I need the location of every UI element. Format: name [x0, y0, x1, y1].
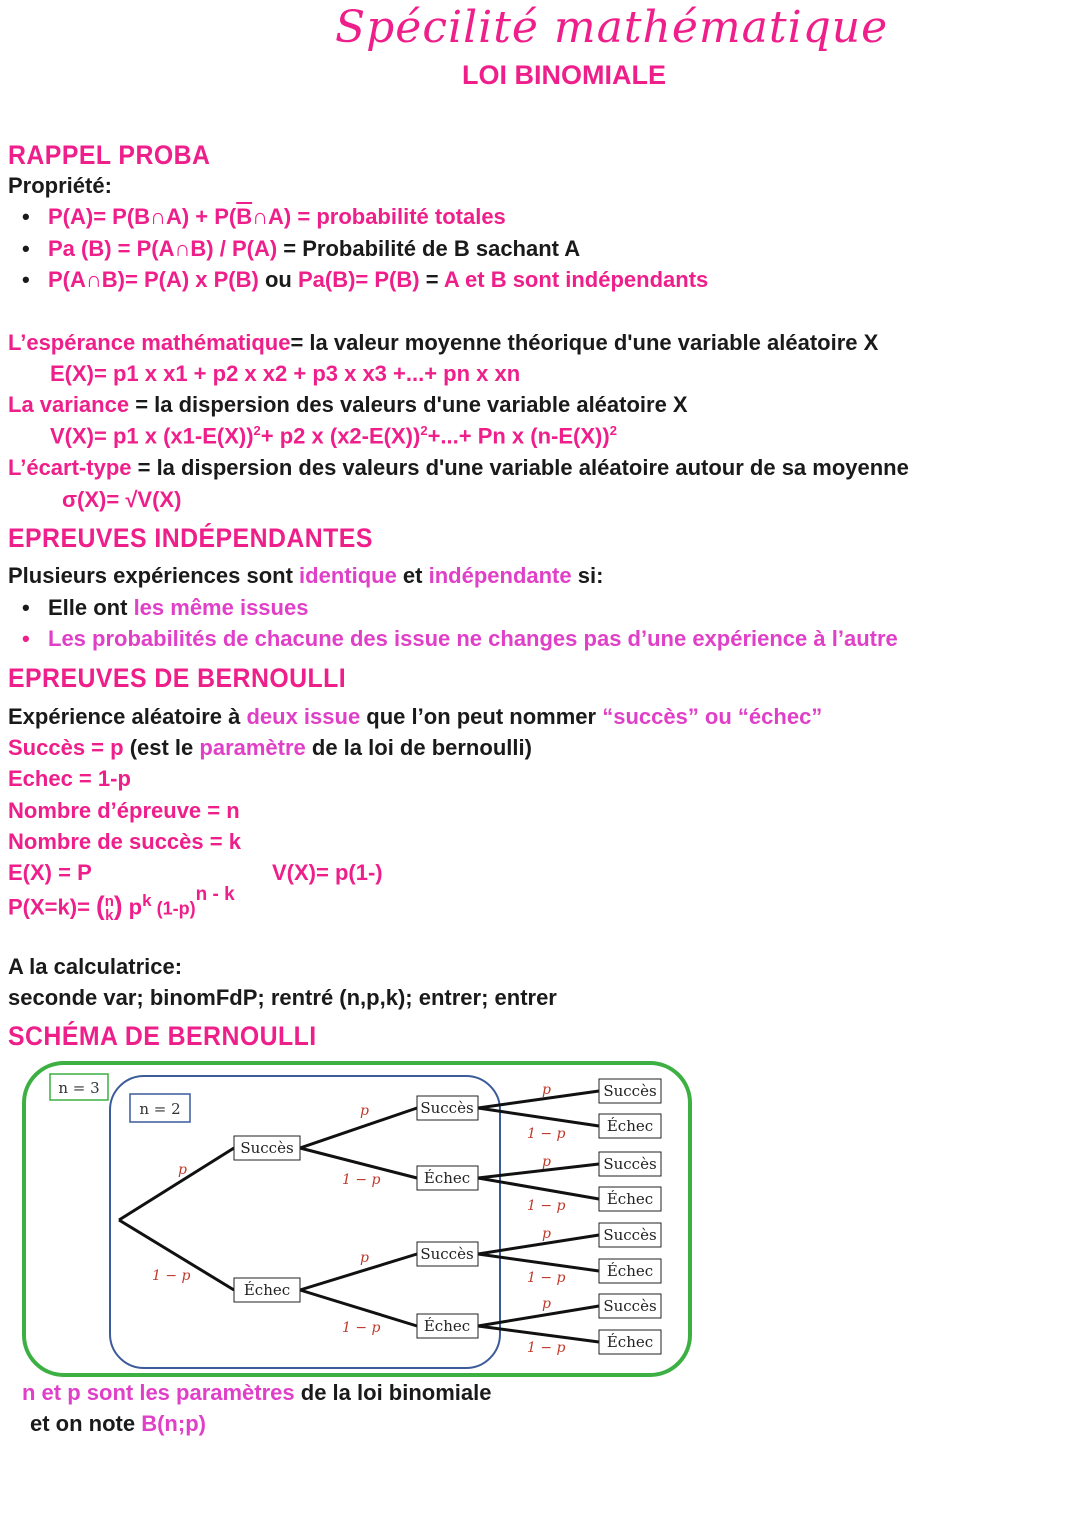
- branch-l1-succes: [119, 1148, 234, 1220]
- svg-text:Succès: Succès: [603, 1297, 657, 1315]
- svg-text:Échec: Échec: [423, 1317, 471, 1335]
- bullet-probabilites-constantes: • Les probabilités de chacune des issue ne changes pas d’une expérience à l’autre: [48, 626, 898, 652]
- ecart-type-definition: L’écart-type = la dispersion des valeurs d'une variable aléatoire autour de sa moyenne: [8, 455, 909, 480]
- script-title: Spécilité mathématique: [335, 2, 889, 53]
- prob-l3-q1: 1 − p: [527, 1126, 566, 1142]
- bernoulli-variance: V(X)= p(1-): [272, 860, 383, 885]
- branch-l2-ss: [300, 1108, 417, 1148]
- branch-l3-2: [478, 1108, 599, 1126]
- svg-text:Succès: Succès: [420, 1245, 474, 1263]
- prob-l3-q2: 1 − p: [527, 1198, 566, 1214]
- svg-text:Succès: Succès: [603, 1082, 657, 1100]
- variance-formula: V(X)= p1 x $(x1-E(X))^2+ p2$ x $(x2-E(X))^2+...+ Pn$ x $(n-E(X))^2$: [50, 423, 617, 449]
- ecart-type-formula: σ(X)= √V(X): [62, 487, 182, 512]
- prob-l2-p1: p: [360, 1103, 369, 1119]
- branch-l3-6: [478, 1254, 599, 1271]
- calculatrice-title: A la calculatrice:: [8, 954, 183, 979]
- bullet-probabilite-totale: • P(A)= P(B∩A) + $P(\overline{B}\cap A)$ = probabilité totales: [48, 204, 506, 230]
- branch-l3-5: [478, 1235, 599, 1254]
- bernoulli-nombre-epreuves: Nombre d’épreuve = n: [8, 798, 240, 823]
- bernoulli-succes: Succès = p (est le paramètre de la loi de bernoulli): [8, 735, 532, 760]
- n3-label: n = 3: [58, 1079, 100, 1097]
- svg-text:Échec: Échec: [423, 1169, 471, 1187]
- esperance-definition: L’espérance mathématique= la valeur moyenne théorique d'une variable aléatoire X: [8, 330, 879, 355]
- bernoulli-nombre-succes: Nombre de succès = k: [8, 829, 241, 854]
- prob-l2-q2: 1 − p: [342, 1320, 381, 1336]
- esperance-formula: E(X)= p1 x x1 + p2 x x2 + p3 x x3 +...+ pn x xn: [50, 361, 521, 386]
- prob-l3-p3: p: [542, 1226, 551, 1242]
- section-heading-independantes: EPREUVES INDÉPENDANTES: [8, 523, 373, 553]
- bernoulli-esperance: E(X) = P: [8, 860, 92, 885]
- svg-text:Succès: Succès: [603, 1226, 657, 1244]
- bullet-probabilite-conditionnelle: • Pa (B) = P(A∩B) / P(A) = Probabilité de B sachant A: [48, 236, 580, 262]
- svg-text:Succès: Succès: [420, 1099, 474, 1117]
- n2-label: n = 2: [139, 1100, 181, 1118]
- bullet-memes-issues: • Elle ont les même issues: [48, 595, 308, 621]
- schema-caption-1: n et p sont les paramètres de la loi binomiale: [22, 1380, 492, 1405]
- prob-l3-p4: p: [542, 1296, 551, 1312]
- independantes-intro: Plusieurs expériences sont identique et indépendante si:: [8, 563, 604, 588]
- bernoulli-definition: Expérience aléatoire à deux issue que l’on peut nommer “succès” ou “échec”: [8, 704, 823, 729]
- prob-l3-q4: 1 − p: [527, 1340, 566, 1356]
- svg-text:Échec: Échec: [606, 1117, 654, 1135]
- section-heading-rappel: RAPPEL PROBA: [8, 140, 211, 170]
- prob-l3-p2: p: [542, 1154, 551, 1170]
- section-heading-bernoulli: EPREUVES DE BERNOULLI: [8, 663, 347, 693]
- svg-text:Succès: Succès: [240, 1139, 294, 1157]
- schema-caption-2: et on note B(n;p): [30, 1411, 206, 1436]
- svg-text:Échec: Échec: [606, 1262, 654, 1280]
- propriete-label: Propriété:: [8, 173, 112, 198]
- prob-l2-q1: 1 − p: [342, 1172, 381, 1188]
- calculatrice-steps: seconde var; binomFdP; rentré (n,p,k); entrer; entrer: [8, 985, 557, 1010]
- branch-l3-4: [478, 1178, 599, 1199]
- branch-l2-es: [300, 1254, 417, 1290]
- bernoulli-loi-formula: P(X=k)= ( n k ) $p^k$ $(1-p)^{n - k}$: [8, 884, 235, 924]
- branch-l3-3: [478, 1164, 599, 1178]
- bullet-independance: • P(A∩B)= P(A) x P(B) ou Pa(B)= P(B) = A et B sont indépendants: [48, 267, 708, 293]
- prob-l3-q3: 1 − p: [527, 1270, 566, 1286]
- svg-text:Échec: Échec: [606, 1333, 654, 1351]
- svg-text:Échec: Échec: [243, 1281, 291, 1299]
- variance-definition: La variance = la dispersion des valeurs d'une variable aléatoire X: [8, 392, 688, 417]
- page-title: LOI BINOMIALE: [462, 60, 666, 90]
- prob-l3-p1: p: [542, 1082, 551, 1098]
- bernoulli-tree-diagram: [22, 1060, 694, 1380]
- bernoulli-echec: Echec = 1-p: [8, 766, 131, 791]
- prob-l1-p: p: [178, 1162, 187, 1178]
- svg-text:Échec: Échec: [606, 1190, 654, 1208]
- svg-text:Succès: Succès: [603, 1155, 657, 1173]
- branch-l3-7: [478, 1306, 599, 1326]
- prob-l1-q: 1 − p: [152, 1268, 191, 1284]
- prob-l2-p2: p: [360, 1250, 369, 1266]
- section-heading-schema: SCHÉMA DE BERNOULLI: [8, 1021, 317, 1051]
